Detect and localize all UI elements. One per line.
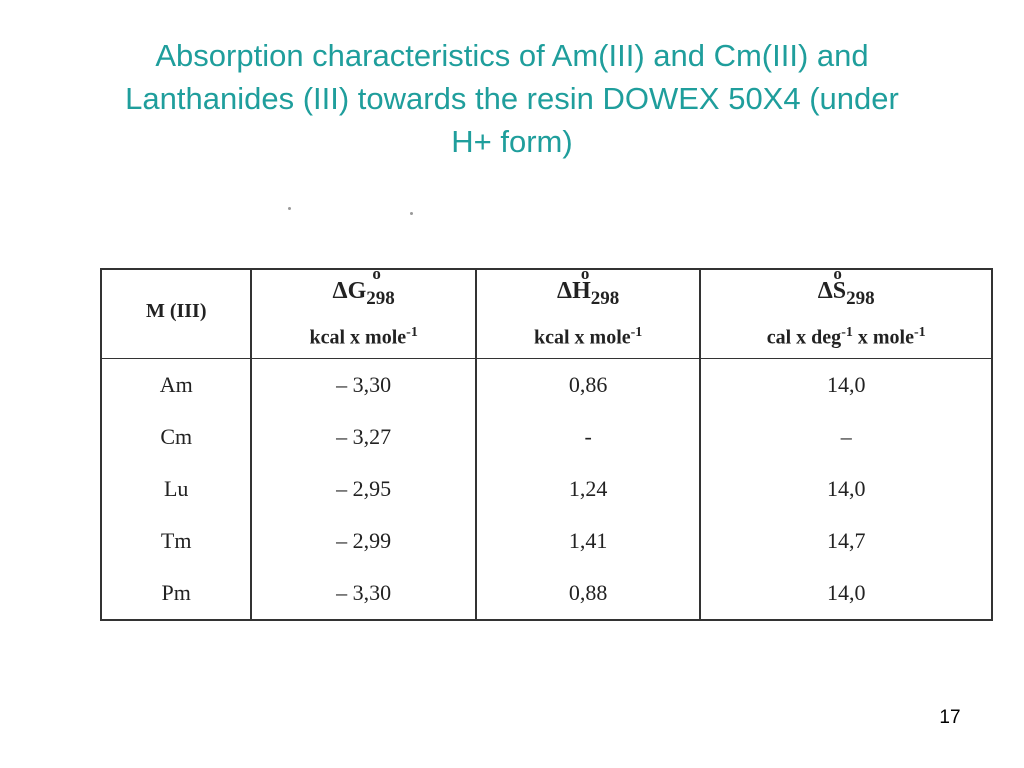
cell-element: Cm (101, 411, 251, 463)
delta-h-unit: kcal x mole$^{-1}$ (533, 325, 643, 349)
table-row (101, 359, 992, 412)
thermo-table (100, 264, 993, 621)
cell-delta-g: – 3,30 (251, 567, 475, 620)
delta-h-symbol: $\Delta H_{298}$ (557, 278, 620, 309)
cell-delta-s: – (700, 411, 992, 463)
cell-delta-h: - (476, 411, 700, 463)
cell-element: Tm (101, 515, 251, 567)
cell-delta-g: – 2,99 (251, 515, 475, 567)
cell-delta-h: 0,88 (476, 567, 700, 620)
table-header-row (101, 269, 992, 359)
header-delta-h (476, 264, 700, 359)
title-line-2: Lanthanides (III) towards the resin DOWEX 50X4 (under (125, 81, 899, 116)
header-metal: M (III) (101, 269, 251, 359)
scan-speck (410, 212, 413, 215)
degree-mark: o (833, 264, 842, 283)
cell-delta-s: 14,7 (700, 515, 992, 567)
cell-delta-h: 1,24 (476, 463, 700, 515)
header-delta-s (700, 264, 992, 359)
cell-delta-h: 0,86 (476, 359, 700, 412)
delta-s-unit: cal x deg$^{-1}$ x mole$^{-1}$ (766, 325, 926, 349)
cell-element: Lu (101, 463, 251, 515)
table-row (101, 411, 992, 463)
table-row (101, 567, 992, 620)
cell-delta-s: 14,0 (700, 359, 992, 412)
table-row (101, 515, 992, 567)
delta-g-symbol: $\Delta G_{298}$ (332, 278, 395, 309)
degree-mark: o (372, 264, 381, 283)
degree-mark: o (580, 264, 590, 283)
slide-title (60, 34, 964, 163)
header-delta-g (251, 264, 475, 359)
cell-element: Pm (101, 567, 251, 620)
delta-g-unit: kcal x mole$^{-1}$ (309, 325, 418, 349)
delta-s-symbol: $\Delta S_{298}$ (817, 278, 875, 309)
table-row (101, 463, 992, 515)
cell-delta-g: – 3,27 (251, 411, 475, 463)
scanned-table-image (60, 195, 1000, 655)
cell-delta-g: – 3,30 (251, 359, 475, 412)
title-line-1: Absorption characteristics of Am(III) and Cm(III) and (155, 38, 869, 73)
cell-element: Am (101, 359, 251, 412)
scan-speck (288, 207, 291, 210)
cell-delta-s: 14,0 (700, 567, 992, 620)
title-line-3: H+ form) (451, 124, 573, 159)
cell-delta-s: 14,0 (700, 463, 992, 515)
cell-delta-g: – 2,95 (251, 463, 475, 515)
page-number: 17 (939, 707, 961, 728)
cell-delta-h: 1,41 (476, 515, 700, 567)
